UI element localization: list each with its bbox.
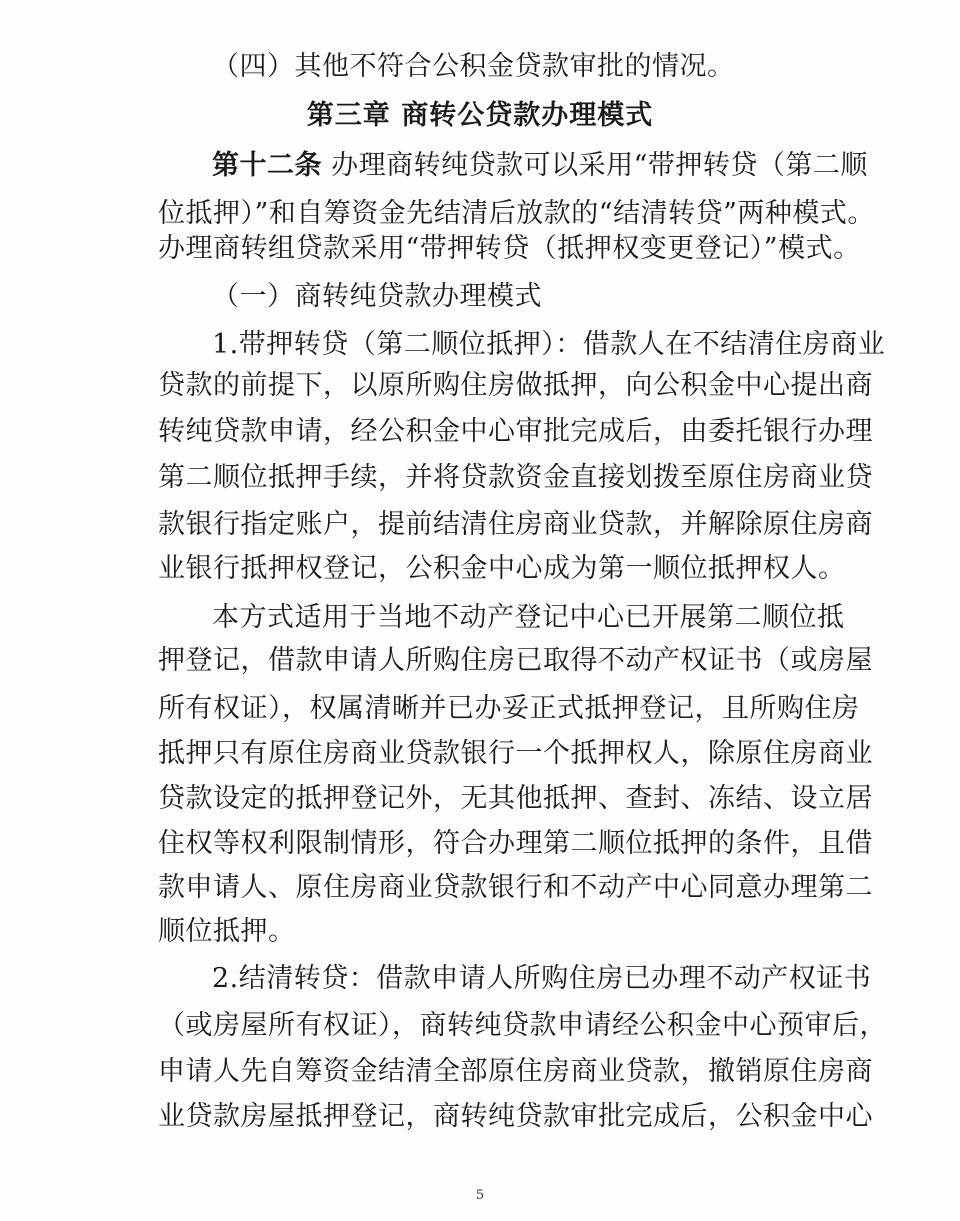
paragraph-line: 办理商转组贷款采用“带押转贷（抵押权变更登记）”模式。 (158, 233, 861, 264)
paragraph-line: 押登记，借款申请人所购住房已取得不动产权证书（或房屋 (158, 645, 873, 676)
paragraph-line: 业银行抵押权登记，公积金中心成为第一顺位抵押权人。 (158, 553, 846, 584)
paragraph-line: 业贷款房屋抵押登记，商转纯贷款审批完成后，公积金中心 (158, 1101, 873, 1132)
paragraph-line: 申请人先自筹资金结清全部原住房商业贷款，撤销原住房商 (158, 1056, 873, 1087)
paragraph-line: 2.结清转贷：借款申请人所购住房已办理不动产权证书 (212, 963, 872, 994)
paragraph-line: 贷款的前提下，以原所购住房做抵押，向公积金中心提出商 (158, 370, 873, 401)
paragraph-line: 所有权证），权属清晰并已办妥正式抵押登记，且所购住房 (158, 693, 860, 724)
page-number: 5 (475, 1188, 485, 1203)
paragraph-line: （或房屋所有权证），商转纯贷款申请经公积金中心预审后， (158, 1010, 887, 1041)
paragraph-line: 1.带押转贷（第二顺位抵押）：借款人在不结清住房商业 (212, 329, 886, 360)
paragraph-line: 顺位抵押。 (158, 916, 296, 947)
paragraph-line: 住权等权利限制情形，符合办理第二顺位抵押的条件，且借 (158, 828, 873, 859)
paragraph-line: 贷款设定的抵押登记外，无其他抵押、查封、冻结、设立居 (158, 783, 873, 814)
paragraph-line: 抵押只有原住房商业贷款银行一个抵押权人，除原住房商业 (158, 738, 873, 769)
chapter-heading: 第三章 商转公贷款办理模式 (306, 100, 654, 131)
paragraph-line: 位抵押）”和自筹资金先结清后放款的“结清转贷”两种模式。 (158, 198, 875, 229)
paragraph-line: 转纯贷款申请，经公积金中心审批完成后，由委托银行办理 (158, 416, 873, 447)
section-heading: （一）商转纯贷款办理模式 (212, 281, 542, 312)
paragraph-line: 第二顺位抵押手续，并将贷款资金直接划拨至原住房商业贷 (158, 462, 873, 493)
paragraph-line: 款银行指定账户，提前结清住房商业贷款，并解除原住房商 (158, 509, 873, 540)
paragraph-line: 款申请人、原住房商业贷款银行和不动产中心同意办理第二 (158, 872, 873, 903)
paragraph-line: 本方式适用于当地不动产登记中心已开展第二顺位抵 (212, 602, 845, 633)
article-text: 办理商转纯贷款可以采用“带押转贷（第二顺 (322, 150, 868, 181)
paragraph-line: （四）其他不符合公积金贷款审批的情况。 (212, 51, 735, 82)
article-line (212, 146, 868, 186)
article-label: 第十二条 (212, 150, 322, 181)
